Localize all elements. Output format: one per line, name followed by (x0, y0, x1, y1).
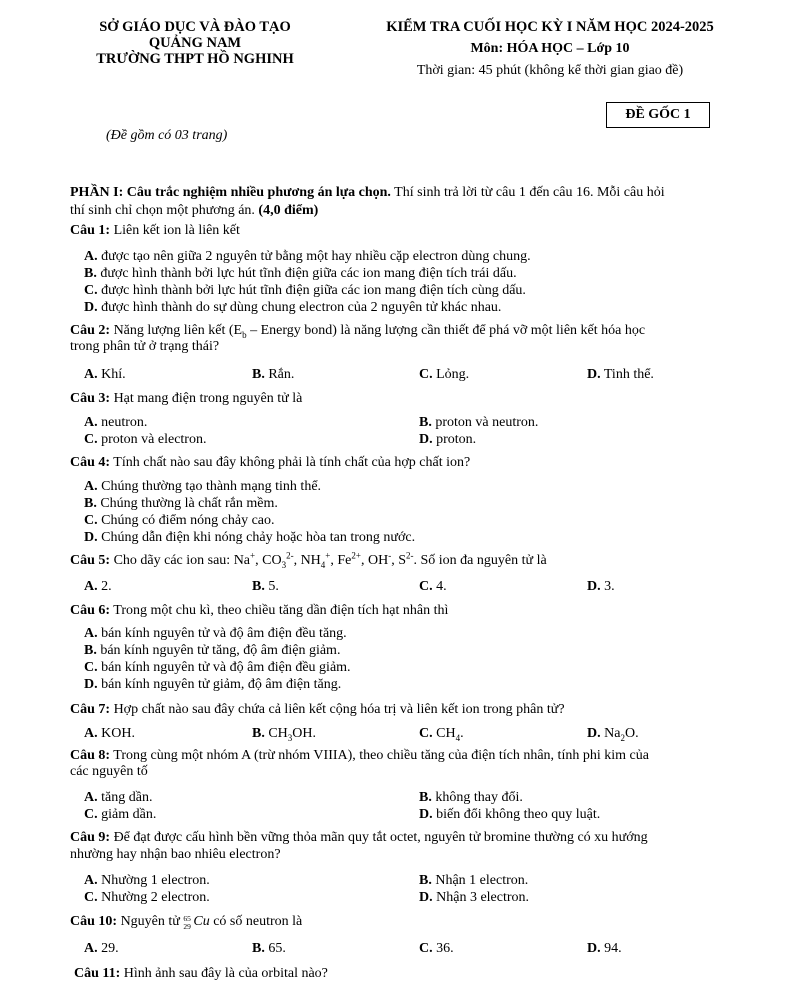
exam-code-box (606, 102, 710, 128)
question-7: Câu 7: Hợp chất nào sau đây chứa cả liên kết cộng hóa trị và liên kết ion trong phân tử? (70, 702, 565, 717)
question-1 (70, 223, 240, 239)
q3-option-d: D. proton. (419, 432, 477, 447)
q10-option-d: D. 94. (587, 941, 622, 956)
q3-option-b: B. proton và neutron. (419, 415, 539, 430)
q10-option-b: B. 65. (252, 941, 286, 956)
school-name: TRƯỜNG THPT HỒ NGHINH (96, 51, 294, 67)
q1-option-c: C. được hình thành bởi lực hút tĩnh điện giữa các ion mang điện tích cùng dấu. (84, 283, 526, 298)
part1-instruction: Thí sinh trả lời từ câu 1 đến câu 16. Mỗi câu hỏi (390, 185, 665, 200)
q5-option-b: B. 5. (252, 579, 279, 594)
q6-option-a: A. bán kính nguyên tử và độ âm điện đều tăng. (84, 626, 347, 641)
question-3: Câu 3: Hạt mang điện trong nguyên tử là (70, 391, 303, 406)
question-8: Câu 8: Trong cùng một nhóm A (trừ nhóm VIIIA), theo chiều tăng của điện tích nhân, tính phi kim của (70, 748, 649, 763)
question-9-line2: nhường hay nhận bao nhiêu electron? (70, 847, 281, 862)
exam-title: KIỂM TRA CUỐI HỌC KỲ I NĂM HỌC 2024-2025 (386, 19, 714, 35)
q5-option-c: C. 4. (419, 579, 447, 594)
q10-option-c: C. 36. (419, 941, 454, 956)
q4-option-a: A. Chúng thường tạo thành mạng tinh thể. (84, 479, 322, 494)
q3-option-a: A. neutron. (84, 415, 148, 430)
q9-option-b: B. Nhận 1 electron. (419, 873, 529, 888)
part1-points: (4,0 điểm) (258, 203, 319, 218)
exam-code: ĐỀ GỐC 1 (625, 107, 691, 122)
q7-option-a: A. KOH. (84, 726, 135, 741)
question-5: Câu 5: Cho dãy các ion sau: Na+, $CO_3^{2-}$, $NH_4^+$, $Fe^{2+}$, OH-, $S^{2-}$. Số ion đa nguyên tử là (70, 550, 547, 570)
q8-option-d: D. biến đổi không theo quy luật. (419, 807, 601, 822)
question-text: Liên kết ion là liên kết (110, 223, 240, 238)
question-2: Câu 2: Năng lượng liên kết ($E_b$ – Energy bond) là năng lượng cần thiết để phá vỡ một liên kết hóa học (70, 323, 646, 340)
q6-option-d: D. bán kính nguyên tử giảm, độ âm điện tăng. (84, 677, 342, 692)
q2-option-c: C. Lỏng. (419, 367, 470, 382)
q2-option-b: B. Rắn. (252, 367, 295, 382)
question-9: Câu 9: Để đạt được cấu hình bền vững thỏa mãn quy tắt octet, nguyên tử bromine thường có xu hướng (70, 830, 648, 845)
q5-option-a: A. 2. (84, 579, 112, 594)
part1-instruction-2: thí sinh chỉ chọn một phương án. (70, 203, 259, 218)
q4-option-c: C. Chúng có điểm nóng chảy cao. (84, 513, 275, 528)
exam-subject: Môn: HÓA HỌC – Lớp 10 (470, 41, 630, 56)
q8-option-b: B. không thay đổi. (419, 790, 523, 805)
q4-option-d: D. Chúng dẫn điện khi nóng chảy hoặc hòa tan trong nước. (84, 530, 416, 545)
q9-option-d: D. Nhận 3 electron. (419, 890, 530, 905)
part1-heading-line2 (70, 203, 318, 219)
q6-option-c: C. bán kính nguyên tử và độ âm điện đều giảm. (84, 660, 351, 675)
q4-option-b: B. Chúng thường là chất rắn mềm. (84, 496, 278, 511)
isotope-notation: 65 29 (183, 913, 191, 931)
q1-option-b: B. được hình thành bởi lực hút tĩnh điện giữa các ion mang điện tích trái dấu. (84, 266, 517, 281)
q6-option-b: B. bán kính nguyên tử tăng, độ âm điện giảm. (84, 643, 341, 658)
q8-option-a: A. tăng dần. (84, 790, 153, 805)
department-name: SỞ GIÁO DỤC VÀ ĐÀO TẠO (99, 19, 291, 35)
question-2-line2: trong phân tử ở trạng thái? (70, 339, 220, 354)
q7-option-c: C. $CH_4$. (419, 726, 464, 743)
question-label: Câu 1: (70, 223, 111, 238)
question-11: Câu 11: Hình ảnh sau đây là của orbital nào? (74, 966, 328, 981)
q3-option-c: C. proton và electron. (84, 432, 207, 447)
q10-option-a: A. 29. (84, 941, 119, 956)
q1-option-a: A. được tạo nên giữa 2 nguyên tử bằng một hay nhiều cặp electron dùng chung. (84, 249, 531, 264)
q5-option-d: D. 3. (587, 579, 615, 594)
q2-option-a: A. Khí. (84, 367, 126, 382)
province-name: QUẢNG NAM (148, 35, 242, 51)
question-8-line2: các nguyên tố (70, 764, 148, 779)
q9-option-c: C. Nhường 2 electron. (84, 890, 210, 905)
question-10: Câu 10: Nguyên tử 65 29 Cu có số neutron là (70, 913, 303, 931)
q1-option-d: D. được hình thành do sự dùng chung electron của 2 nguyên tử khác nhau. (84, 300, 502, 315)
q9-option-a: A. Nhường 1 electron. (84, 873, 210, 888)
question-4: Câu 4: Tính chất nào sau đây không phải là tính chất của hợp chất ion? (70, 455, 471, 470)
question-6: Câu 6: Trong một chu kì, theo chiều tăng dần điện tích hạt nhân thì (70, 603, 449, 618)
page-count-note: (Đề gồm có 03 trang) (106, 128, 228, 143)
q7-option-b: B. $CH_3OH$. (252, 726, 317, 743)
q8-option-c: C. giảm dần. (84, 807, 157, 822)
part1-heading (70, 185, 665, 201)
q7-option-d: D. $Na_2O$. (587, 726, 639, 743)
part1-title: PHẦN I: Câu trắc nghiệm nhiều phương án lựa chọn. (70, 185, 391, 200)
q2-option-d: D. Tinh thể. (587, 367, 654, 382)
exam-time: Thời gian: 45 phút (không kể thời gian giao đề) (416, 63, 684, 78)
